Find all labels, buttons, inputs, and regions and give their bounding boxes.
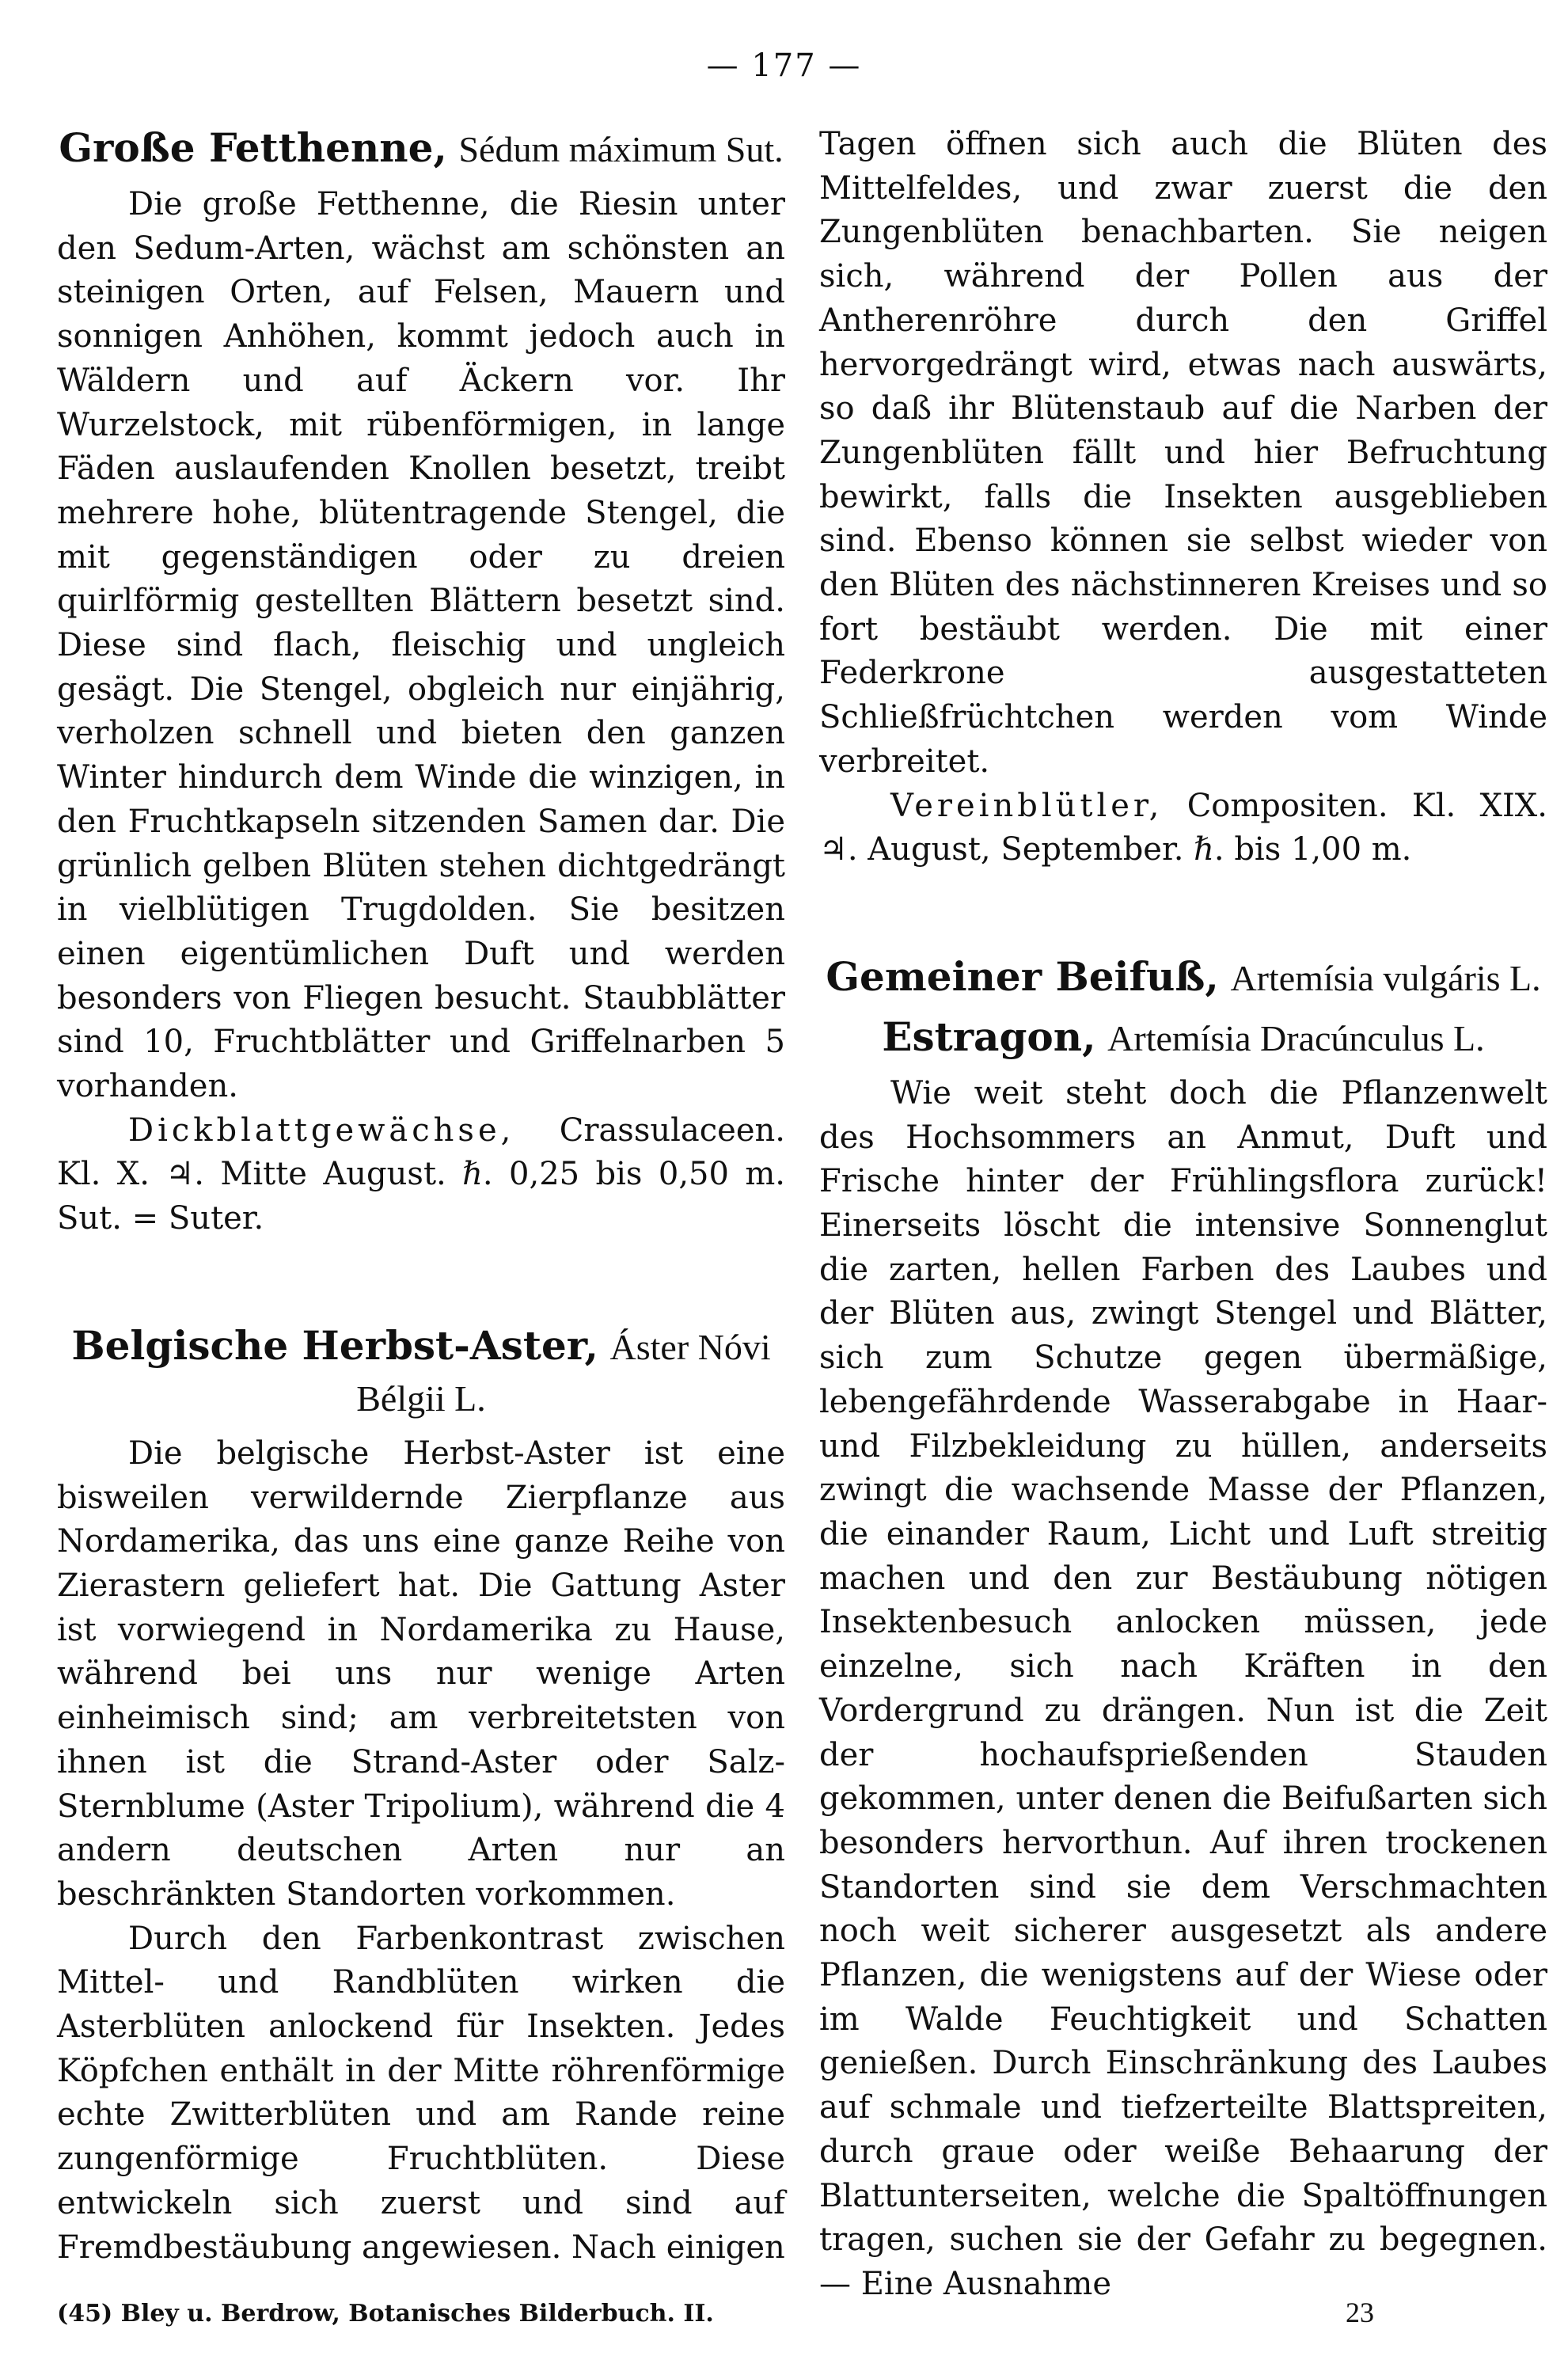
entry-name: Große Fetthenne, (59, 124, 447, 171)
family-line (819, 785, 1547, 872)
entry-name: Gemeiner Beifuß, (826, 952, 1219, 1000)
body-paragraph: Wie weit steht doch die Pflanzenwelt des Hochsommers an Anmut, Duft und Frische hinter der Frühlingsflora zurück! Einerseits löscht die intensive Sonnenglut die zarten, hellen Farben des Laubes und der Blüten aus, zwingt Stengel und Blätter, sich zum Schutze gegen übermäßige, lebengefährdende Wasserabgabe in Haar- und Filzbekleidung zu hüllen, anderseits zwingt die wachsende Masse der Pflanzen, die einander Raum, Licht und Luft streitig machen und den zur Bestäubung nötigen Insektenbesuch anlocken müssen, jede einzelne, sich nach Kräften in den Vordergrund zu drängen. Nun ist die Zeit der hochaufsprießenden Stauden gekommen, unter denen die Beifußarten sich besonders hervorthun. Auf ihren trockenen Standorten sind sie dem Verschmachten noch weit sicherer ausgesetzt als andere Pflanzen, die wenigstens auf der Wiese oder im Walde Feuchtigkeit und Schatten genießen. Durch Einschränkung des Laubes auf schmale und tiefzerteilte Blattspreiten, durch graue oder weiße Behaarung der Blattunterseiten, welche die Spaltöffnungen tragen, suchen sie der Gefahr zu begegnen. — Eine Ausnahme (819, 1074, 1547, 2302)
family-line (57, 1109, 785, 1241)
entry-name: Estragon, (882, 1013, 1096, 1060)
section-gap (57, 1241, 785, 1320)
body-paragraph: Die große Fetthenne, die Riesin unter den Sedum-Arten, wächst am schönsten an steinigen Orten, auf Felsen, Mauern und sonnigen Anhöhen, kommt jedoch auch in Wäldern und auf Äckern vor. Ihr Wurzelstock, mit rübenförmigen, in lange Fäden auslaufenden Knollen besetzt, treibt mehrere hohe, blütentragende Stengel, die mit gegenständigen oder zu dreien quirlförmig gestellten Blättern besetzt sind. Diese sind flach, fleischig und ungleich gesägt. Die Stengel, obgleich nur einjährig, verholzen schnell und bieten den ganzen Winter hindurch dem Winde die winzigen, in den Fruchtkapseln sitzenden Samen dar. Die grünlich gelben Blüten stehen dichtgedrängt in vielblütigen Trugdolden. Sie besitzen einen eigentümlichen Duft und werden besonders von Fliegen besucht. Staubblätter sind 10, Fruchtblätter und Griffelnarben 5 vorhanden. (57, 186, 785, 1105)
family-label: Vereinblütler, (890, 787, 1164, 824)
continued-paragraph: Tagen öffnen sich auch die Blüten des Mittelfeldes, und zwar zuerst die den Zungenblüten benachbarten. Sie neigen sich, während der Pollen aus der Antherenröhre durch den Griffel hervorgedrängt wird, etwas nach auswärts, so daß ihr Blütenstaub auf die Narben der Zungenblüten fällt und hier Befruchtung bewirkt, falls die Insekten ausgeblieben sind. Ebenso können sie selbst wieder von den Blüten des nächstinneren Kreises und so fort bestäubt werden. Die mit einer Federkrone ausgestatteten Schließfrüchtchen werden vom Winde verbreitet. (819, 126, 1547, 780)
family-label: Dickblattgewächse, (128, 1112, 515, 1149)
entry-heading-estragon (819, 1012, 1547, 1064)
footer-imprint: (45) Bley u. Berdrow, Botanisches Bilderbuch. II. (57, 2300, 714, 2328)
right-column (819, 123, 1547, 2307)
section-gap (819, 872, 1547, 952)
left-column (57, 123, 785, 2270)
entry-latin-name: Sédum máximum Sut. (458, 129, 784, 169)
entry-latin-name: Áster Nóvi Bélgii L. (356, 1326, 771, 1419)
body-paragraph: Die belgische Herbst-Aster ist eine bisweilen verwildernde Zierpflanze aus Nordamerika, das uns eine ganze Reihe von Zierastern geliefert hat. Die Gattung Aster ist vorwiegend in Nordamerika zu Hause, während bei uns nur wenige Arten einheimisch sind; am verbreitetsten von ihnen ist die Strand-Aster oder Salz-Sternblume (Aster Tripolium), während die 4 andern deutschen Arten nur an beschränkten Standorten vorkommen. (57, 1434, 785, 1913)
entry-latin-name: Artemísia vulgáris L. (1230, 957, 1541, 998)
entry-latin-name: Artemísia Dracúnculus L. (1107, 1017, 1485, 1058)
family-details: Compositen. Kl. XIX. ♃. August, September. ℏ. bis 1,00 m. (819, 787, 1548, 868)
entry-heading-grosse-fetthenne (57, 123, 785, 175)
entry-name: Belgische Herbst-Aster, (71, 1321, 598, 1369)
page-number: — 177 — (706, 48, 862, 84)
footer-signature-number: 23 (1346, 2297, 1374, 2328)
body-paragraph: Durch den Farbenkontrast zwischen Mittel- und Randblüten wirken die Asterblüten anlockend für Insekten. Jedes Köpfchen enthält in der Mitte röhrenförmige echte Zwitterblüten und am Rande reine zungenförmige Fruchtblüten. Diese entwickeln sich zuerst und sind auf Fremdbestäubung angewiesen. Nach einigen (57, 1920, 785, 2266)
family-details: Crassulaceen. Kl. X. ♃. Mitte August. ℏ. 0,25 bis 0,50 m. Sut. = Suter. (57, 1112, 785, 1237)
entry-heading-gemeiner-beifuss (819, 952, 1547, 1004)
entry-heading-belgische-herbst-aster (57, 1320, 785, 1424)
